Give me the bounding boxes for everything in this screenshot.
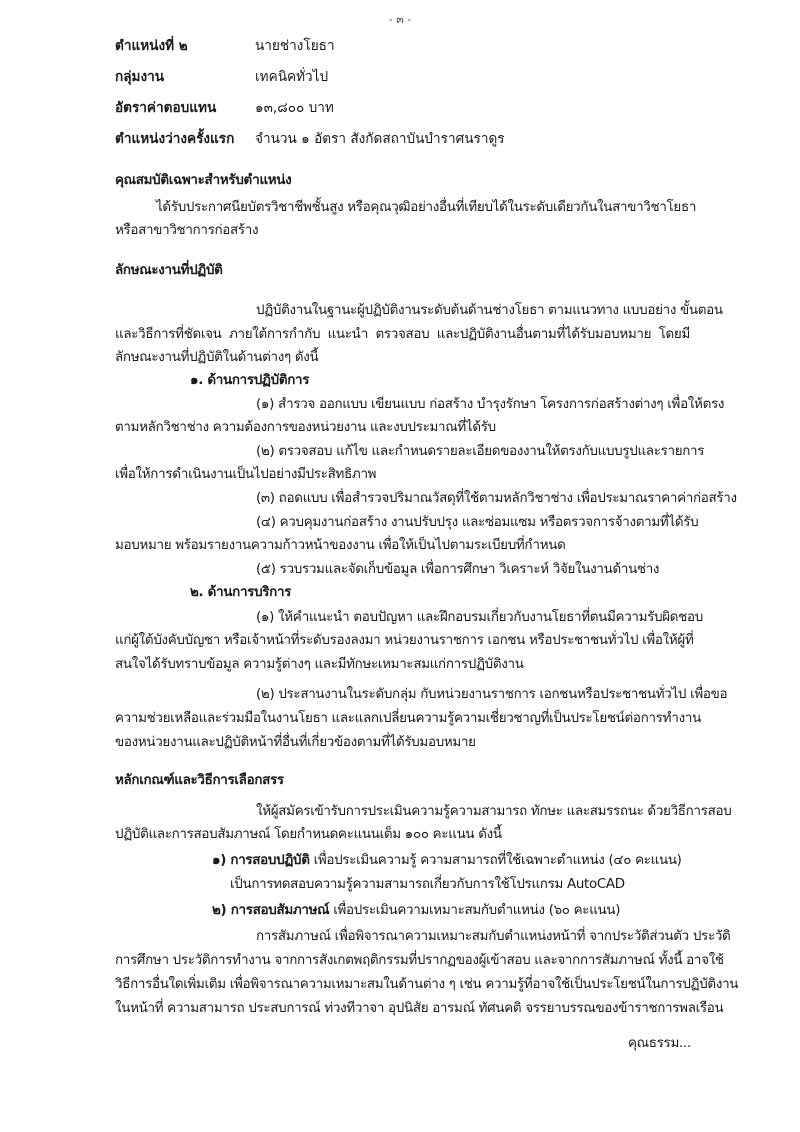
workgroup-value: เทคนิคทั่วไป xyxy=(255,69,329,85)
position-value: นายช่างโยธา xyxy=(255,38,335,54)
page-number: - ๓ - xyxy=(388,13,412,26)
exam-interview-text: เพื่อประเมินความเหมาะสมกับตำแหน่ง (๖๐ คะแนน) xyxy=(329,903,621,918)
duty-item-cont: เพื่อให้การดำเนินงานเป็นไปอย่างมีประสิทธิภาพ xyxy=(115,467,377,482)
duties-intro-line: ปฏิบัติงานในฐานะผู้ปฏิบัติงานระดับต้นด้านช่างโยธา ตามแนวทาง แบบอย่าง ขั้นตอน xyxy=(256,303,723,318)
exam-practical xyxy=(212,852,682,870)
duties-intro-line: ลักษณะงานที่ปฏิบัติในด้านต่างๆ ดังนี้ xyxy=(115,350,319,365)
selection-heading: หลักเกณฑ์และวิธีการเลือกสรร xyxy=(115,773,284,788)
interview-line: ในหน้าที่ ความสามารถ ประสบการณ์ ท่วงทีวาจา อุปนิสัย อารมณ์ ทัศนคติ จรรยาบรรณของข้าราชการพลเรือน xyxy=(115,1001,724,1016)
qualifications-line: หรือสาขาวิชาการก่อสร้าง xyxy=(115,223,259,238)
position-label: ตำแหน่งที่ ๒ xyxy=(115,38,188,54)
section-title-operations: ๑. ด้านการปฏิบัติการ xyxy=(190,373,310,388)
duty-item-cont: แก่ผู้ใต้บังคับบัญชา หรือเจ้าหน้าที่ระดับรองลงมา หน่วยงานราชการ เอกชน หรือประชาชนทั่วไป เพื่อให้ผู้ที่ xyxy=(115,633,694,648)
exam-interview xyxy=(212,902,620,920)
exam-practical-title: ๑) การสอบปฏิบัติ xyxy=(212,853,310,868)
duty-item-cont: มอบหมาย พร้อมรายงานความก้าวหน้าของงาน เพื่อให้เป็นไปตามระเบียบที่กำหนด xyxy=(115,538,566,553)
vacancy-value: จำนวน ๑ อัตรา สังกัดสถาบันบำราศนราดูร xyxy=(255,131,505,147)
duty-item: (๓) ถอดแบบ เพื่อสำรวจปริมาณวัสดุที่ใช้ตามหลักวิชาช่าง เพื่อประมาณราคาค่าก่อสร้าง xyxy=(256,491,737,506)
duty-item: (๒) ประสานงานในระดับกลุ่ม กับหน่วยงานราชการ เอกชนหรือประชาชนทั่วไป เพื่อขอ xyxy=(256,687,728,702)
duty-item: (๑) ให้คำแนะนำ ตอบปัญหา และฝึกอบรมเกี่ยวกับงานโยธาที่ตนมีความรับผิดชอบ xyxy=(256,610,703,625)
duties-heading: ลักษณะงานที่ปฏิบัติ xyxy=(115,263,223,278)
exam-interview-title: ๒) การสอบสัมภาษณ์ xyxy=(212,903,330,918)
duty-item: (๔) ควบคุมงานก่อสร้าง งานปรับปรุง และซ่อมแซม หรือตรวจการจ้างตามที่ได้รับ xyxy=(256,515,699,530)
duty-item-cont: ของหน่วยงานและปฏิบัติหน้าที่อื่นที่เกี่ยวข้องตามที่ได้รับมอบหมาย xyxy=(115,735,476,750)
exam-practical-text: เพื่อประเมินความรู้ ความสามารถที่ใช้เฉพาะตำแหน่ง (๔๐ คะแนน) xyxy=(309,853,682,868)
salary-label: อัตราค่าตอบแทน xyxy=(115,100,217,116)
interview-line: วิธีการอื่นใดเพิ่มเติม เพื่อพิจารณาความเหมาะสมในด้านต่าง ๆ เช่น ความรู้ที่อาจใช้เป็นประโยชน์ในการปฏิบัติงาน xyxy=(115,977,739,992)
interview-line: การสัมภาษณ์ เพื่อพิจารณาความเหมาะสมกับตำแหน่งหน้าที่ จากประวัติส่วนตัว ประวัติ xyxy=(256,929,731,944)
qualifications-heading: คุณสมบัติเฉพาะสำหรับตำแหน่ง xyxy=(115,173,292,188)
duty-item-cont: ความช่วยเหลือและร่วมมือในงานโยธา และแลกเปลี่ยนความรู้ความเชี่ยวชาญที่เป็นประโยชน์ต่อการทำงาน xyxy=(115,711,701,726)
workgroup-label: กลุ่มงาน xyxy=(115,69,165,85)
interview-line: การศึกษา ประวัติการทำงาน จากการสังเกตพฤติกรรมที่ปรากฏของผู้เข้าสอบ และจากการสัมภาษณ์ ทั้งนี้ อาจใช้ xyxy=(115,953,724,968)
section-title-service: ๒. ด้านการบริการ xyxy=(190,585,292,600)
selection-intro-line: ปฏิบัติและการสอบสัมภาษณ์ โดยกำหนดคะแนนเต็ม ๑๐๐ คะแนน ดังนี้ xyxy=(115,827,502,842)
salary-value: ๑๓,๘๐๐ บาท xyxy=(255,100,334,116)
exam-practical-detail: เป็นการทดสอบความรู้ความสามารถเกี่ยวกับการใช้โปรแกรม AutoCAD xyxy=(230,877,625,892)
duty-item: (๒) ตรวจสอบ แก้ไข และกำหนดรายละเอียดของงานให้ตรงกับแบบรูปและรายการ xyxy=(256,444,705,459)
continuation-marker: คุณธรรม... xyxy=(628,1036,691,1051)
vacancy-label: ตำแหน่งว่างครั้งแรก xyxy=(115,131,235,147)
duty-item-cont: ตามหลักวิชาช่าง ความต้องการของหน่วยงาน และงบประมาณที่ได้รับ xyxy=(115,420,496,435)
duties-intro-line: และวิธีการที่ชัดเจน ภายใต้การกำกับ แนะนำ ตรวจสอบ และปฏิบัติงานอื่นตามที่ได้รับมอบหมาย โดยมี xyxy=(115,327,690,342)
qualifications-line: ได้รับประกาศนียบัตรวิชาชีพชั้นสูง หรือคุณวุฒิอย่างอื่นที่เทียบได้ในระดับเดียวกันในสาขาวิชาโยธา xyxy=(156,200,697,215)
selection-intro-line: ให้ผู้สมัครเข้ารับการประเมินความรู้ความสามารถ ทักษะ และสมรรถนะ ด้วยวิธีการสอบ xyxy=(256,804,732,819)
duty-item: (๕) รวบรวมและจัดเก็บข้อมูล เพื่อการศึกษา วิเคราะห์ วิจัยในงานด้านช่าง xyxy=(256,562,660,577)
duty-item: (๑) สำรวจ ออกแบบ เขียนแบบ ก่อสร้าง บำรุงรักษา โครงการก่อสร้างต่างๆ เพื่อให้ตรง xyxy=(256,397,725,412)
duty-item-cont: สนใจได้รับทราบข้อมูล ความรู้ต่างๆ และมีทักษะเหมาะสมแก่การปฏิบัติงาน xyxy=(115,657,524,672)
